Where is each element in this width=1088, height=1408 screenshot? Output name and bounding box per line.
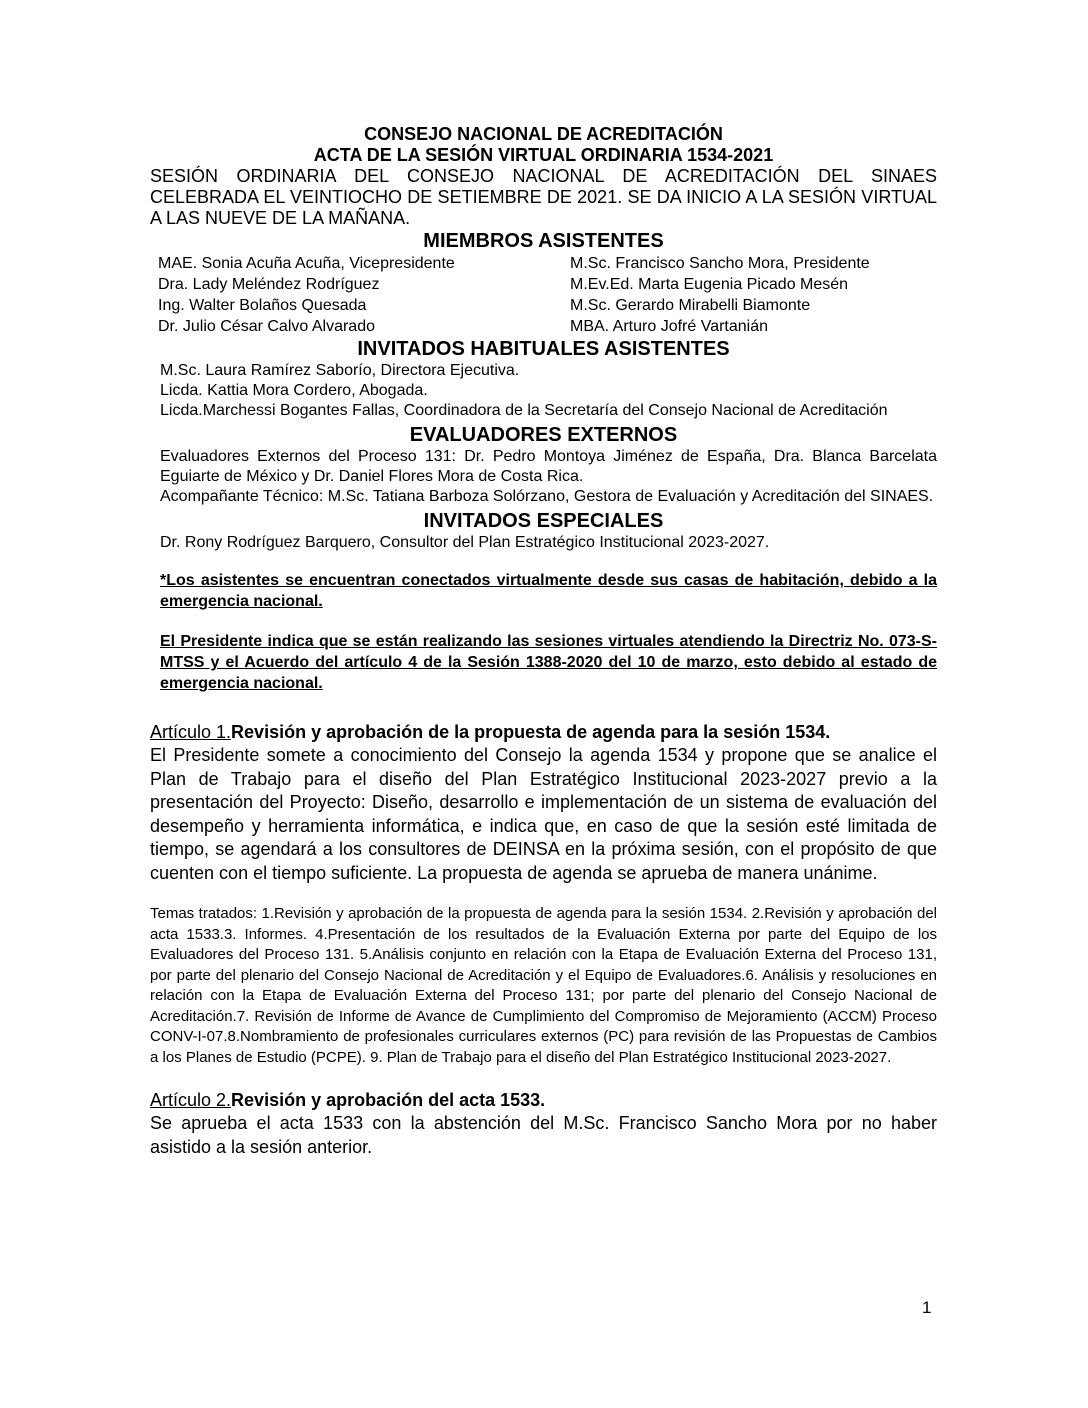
special-guests-list (150, 533, 937, 553)
member-right: MBA. Arturo Jofré Vartanián (570, 318, 769, 335)
guests-list (150, 361, 937, 421)
session-intro: SESIÓN ORDINARIA DEL CONSEJO NACIONAL DE ACREDITACIÓN DEL SINAES CELEBRADA EL VEINTIOCHO DE SETIEMBRE DE 2021. SE DA INICIO A LA SESIÓN VIRTUAL A LAS NUEVE DE LA MAÑANA. (150, 166, 937, 228)
member-left: MAE. Sonia Acuña Acuña, Vicepresidente (158, 255, 455, 272)
article-2-label: Artículo 2. (150, 1090, 232, 1110)
directive-notice: El Presidente indica que se están realizando las sesiones virtuales atendiendo la Directriz No. 073-S-MTSS y el Acuerdo del artículo 4 de la Sesión 1388-2020 del 10 de marzo, esto debido al estado de emergencia nacional. (160, 633, 937, 692)
guest-item: M.Sc. Laura Ramírez Saborío, Directora Ejecutiva. (160, 362, 520, 379)
article-1-topics: Temas tratados: 1.Revisión y aprobación de la propuesta de agenda para la sesión 1534. 2.Revisión y aprobación del acta 1533.3. Informes. 4.Presentación de los resultados de la Evaluación Externa por parte del Equipo de los Evaluadores del Proceso 131. 5.Análisis conjunto en relación con la Etapa de Evaluación Externa del Proceso 131, por parte del plenario del Consejo Nacional de Acreditación y el Equipo de Evaluadores.6. Análisis y resoluciones en relación con la Etapa de Evaluación Externa del Proceso 131; por parte del plenario del Consejo Nacional de Acreditación.7. Revisión de Informe de Avance de Cumplimiento del Compromiso de Mejoramiento (ACCM) Proceso CONV-I-07.8.Nombramiento de profesionales curriculares externos (PC) para revisión de las Propuestas de Cambios a los Planes de Estudio (PCPE). 9. Plan de Trabajo para el diseño del Plan Estratégico Institucional 2023-2027. (150, 905, 937, 1066)
evaluators-list (150, 447, 937, 507)
document-page (150, 124, 937, 1159)
member-right: M.Sc. Francisco Sancho Mora, Presidente (570, 255, 870, 272)
guest-item: Licda.Marchessi Bogantes Fallas, Coordinadora de la Secretaría del Consejo Nacional de Acreditación (160, 402, 888, 419)
evaluator-item: Evaluadores Externos del Proceso 131: Dr. Pedro Montoya Jiménez de España, Dra. Blanca Barcelata Eguiarte de México y Dr. Daniel Flores Mora de Costa Rica. (160, 448, 937, 485)
page-number: 1 (922, 1298, 932, 1317)
member-right: M.Ev.Ed. Marta Eugenia Picado Mesén (570, 276, 849, 293)
guest-item: Licda. Kattia Mora Cordero, Abogada. (160, 382, 428, 399)
members-list (150, 253, 937, 337)
org-title: CONSEJO NACIONAL DE ACREDITACIÓN (364, 124, 723, 144)
acta-title: ACTA DE LA SESIÓN VIRTUAL ORDINARIA 1534-2021 (313, 145, 774, 165)
article-2-title: Revisión y aprobación del acta 1533. (231, 1090, 546, 1110)
member-left: Dr. Julio César Calvo Alvarado (158, 318, 375, 335)
evaluator-item: Acompañante Técnico: M.Sc. Tatiana Barboza Solórzano, Gestora de Evaluación y Acreditación del SINAES. (160, 488, 934, 505)
article-1-body: El Presidente somete a conocimiento del Consejo la agenda 1534 y propone que se analice el Plan de Trabajo para el diseño del Plan Estratégico Institucional 2023-2027 previo a la presentación del Proyecto: Diseño, desarrollo e implementación de un sistema de evaluación del desempeño y herramienta informática, e indica que, en caso de que la sesión esté limitada de tiempo, se agendará a los consultores de DEINSA en la próxima sesión, con el propósito de que cuenten con el tiempo suficiente. La propuesta de agenda se aprueba de manera unánime. (150, 745, 937, 883)
article-1-label: Artículo 1. (150, 722, 232, 742)
guests-heading: INVITADOS HABITUALES ASISTENTES (357, 338, 730, 360)
member-left: Dra. Lady Meléndez Rodríguez (158, 276, 380, 293)
members-heading: MIEMBROS ASISTENTES (423, 230, 664, 252)
article-2-heading (150, 1089, 937, 1112)
article-1-heading (150, 721, 937, 744)
member-right: M.Sc. Gerardo Mirabelli Biamonte (570, 297, 811, 314)
special-guests-heading: INVITADOS ESPECIALES (423, 510, 664, 532)
article-2-body: Se aprueba el acta 1533 con la abstención del M.Sc. Francisco Sancho Mora por no haber asistido a la sesión anterior. (150, 1113, 937, 1157)
special-guest-item: Dr. Rony Rodríguez Barquero, Consultor del Plan Estratégico Institucional 2023-2027. (160, 534, 770, 551)
evaluators-heading: EVALUADORES EXTERNOS (409, 424, 678, 446)
member-left: Ing. Walter Bolaños Quesada (158, 297, 367, 314)
article-1-title: Revisión y aprobación de la propuesta de agenda para la sesión 1534. (231, 722, 831, 742)
virtual-attendance-notice: *Los asistentes se encuentran conectados virtualmente desde sus casas de habitación, debido a la emergencia nacional. (160, 572, 937, 610)
